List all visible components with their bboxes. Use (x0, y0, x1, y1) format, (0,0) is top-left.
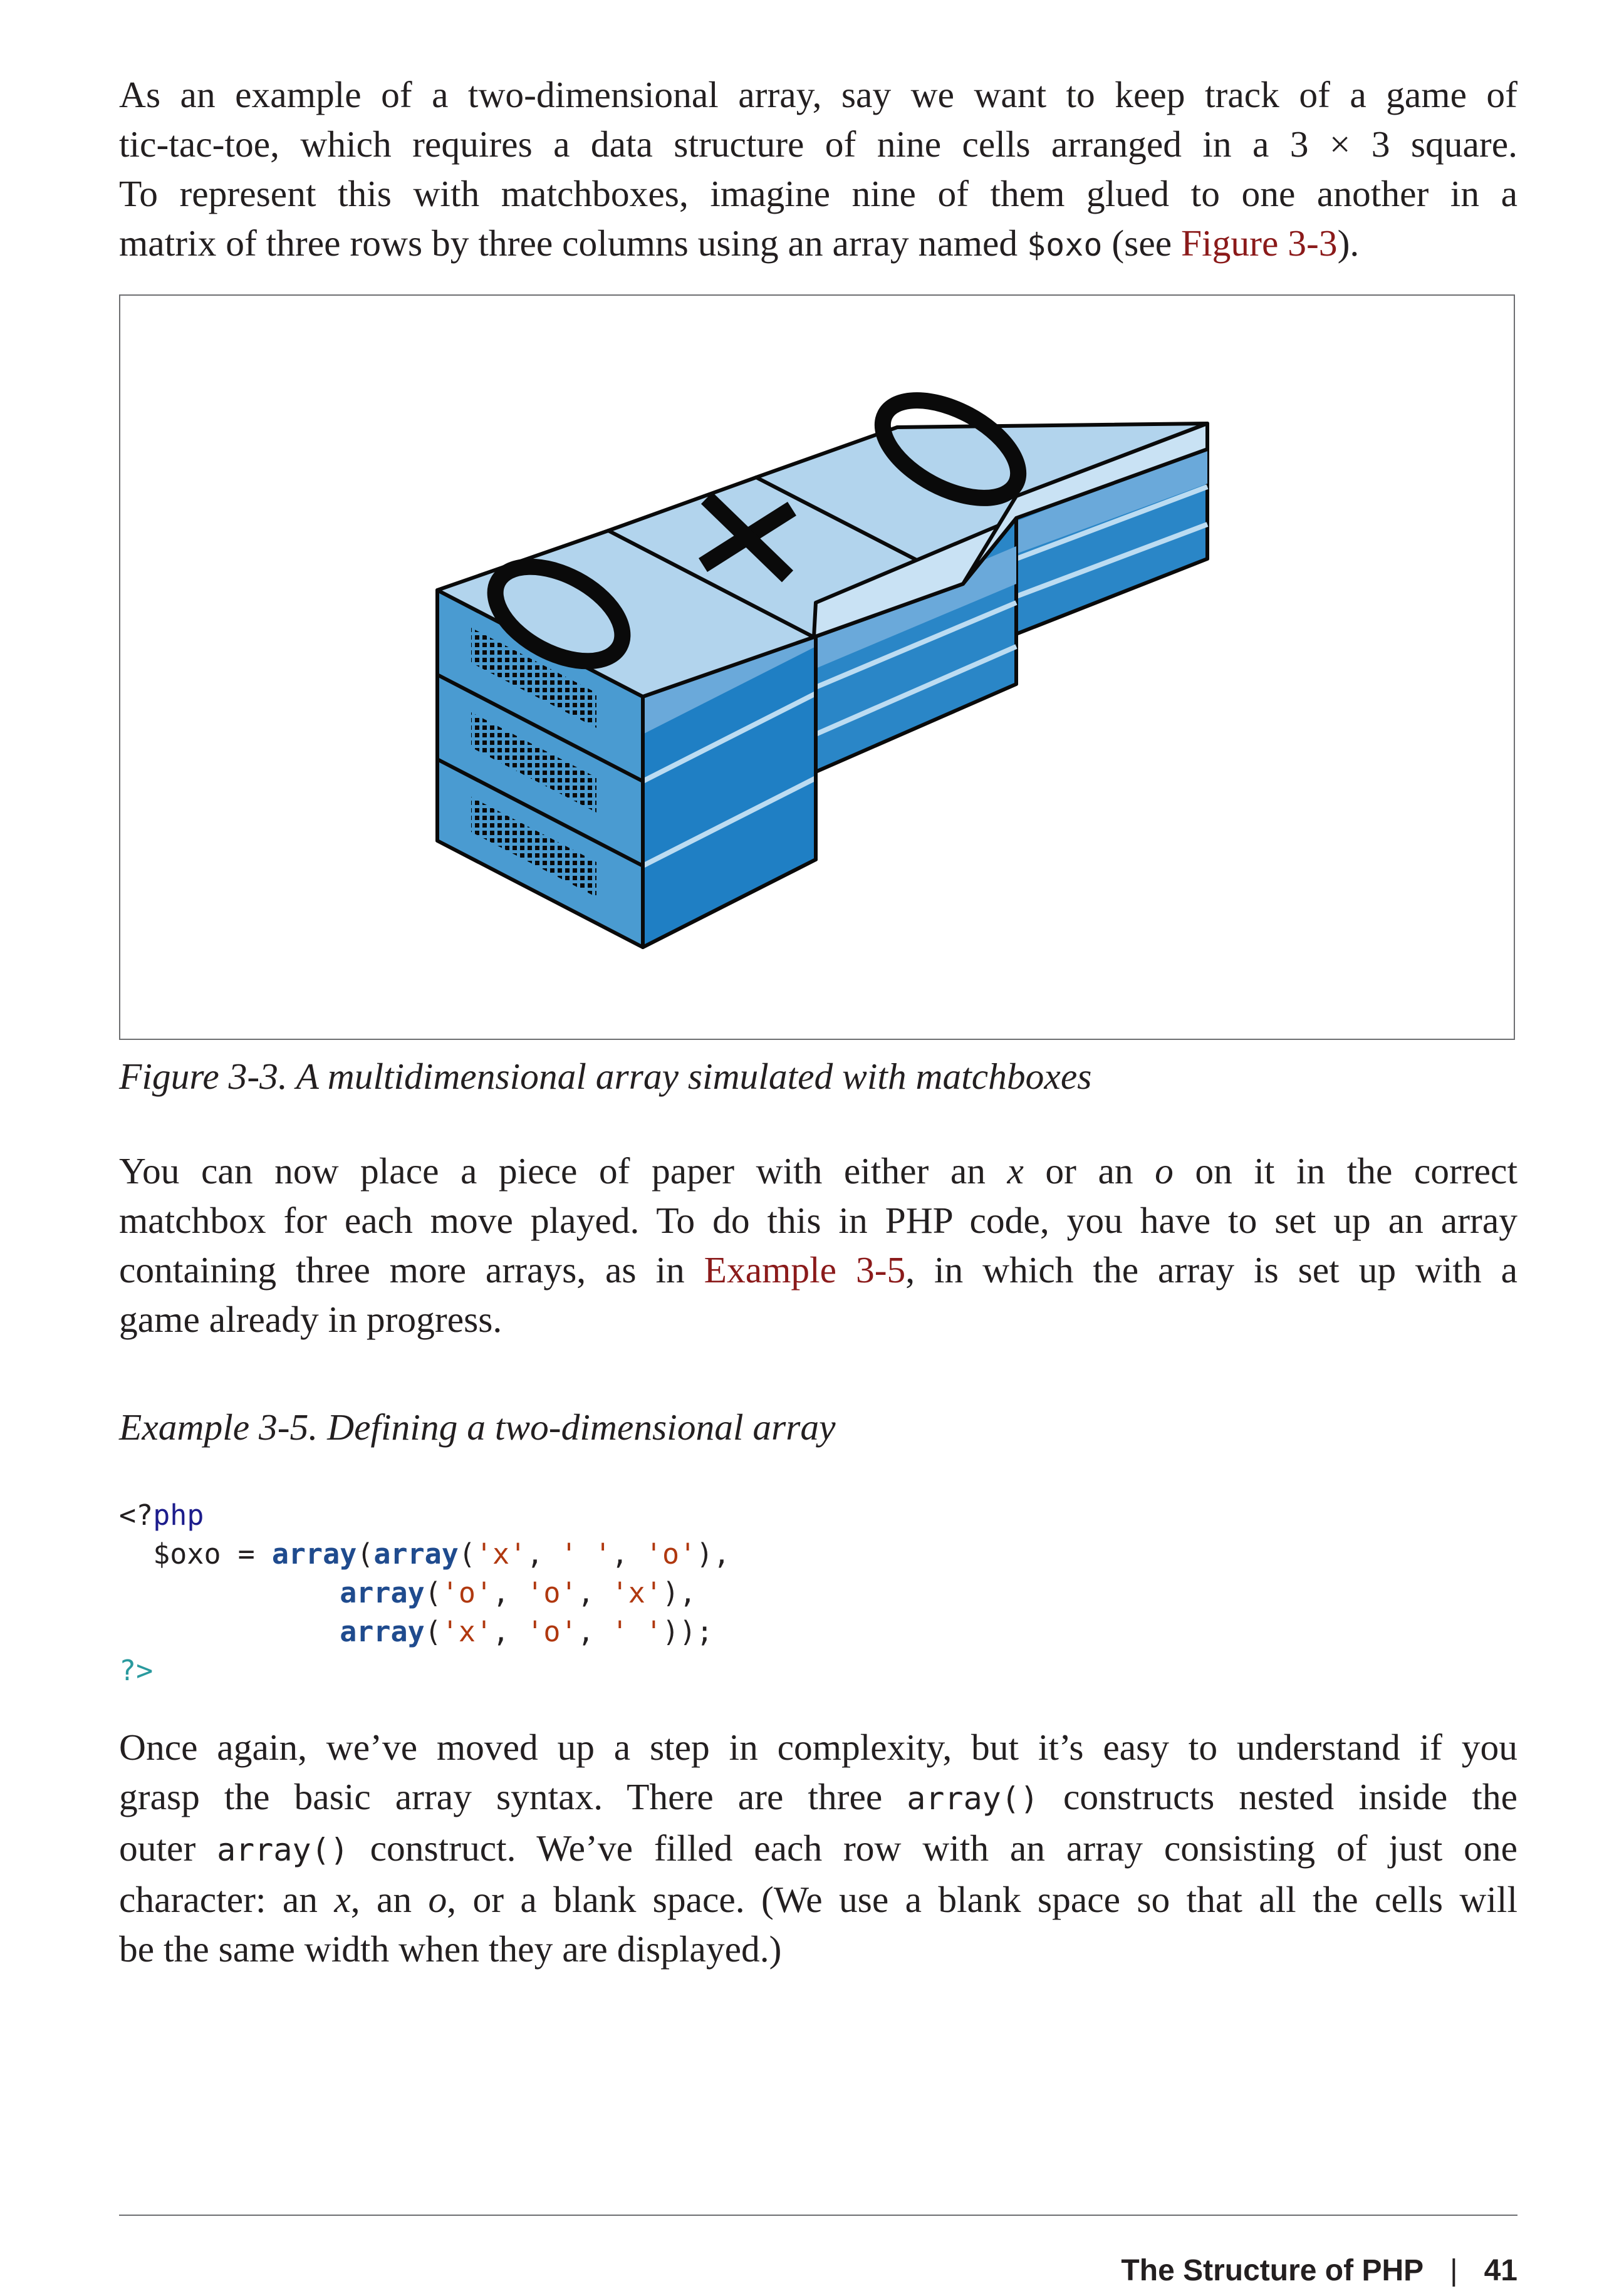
code-string: 'o' (441, 1576, 493, 1609)
inline-code: array() (217, 1832, 349, 1868)
figure-caption: Figure 3-3. A multidimensional array simulated with matchboxes (119, 1056, 1092, 1097)
italic-x: x (1007, 1150, 1024, 1192)
text-line (119, 1245, 1517, 1295)
code-string: ' ' (560, 1537, 612, 1571)
text-fragment: matrix of three rows by three columns using an array named (119, 222, 1028, 264)
body-paragraph-3 (119, 1723, 1517, 1974)
code-function: array (340, 1576, 425, 1609)
figure-link[interactable]: Figure 3-3 (1181, 222, 1338, 264)
text-fragment: on it in the correct (1173, 1150, 1517, 1192)
chapter-title: The Structure of PHP (1121, 2254, 1424, 2287)
code-function: array (271, 1537, 357, 1571)
text-fragment: or an (1023, 1150, 1155, 1192)
text-fragment: construct. We’ve filled each row with an array consisting of just one (348, 1827, 1517, 1869)
inline-code: array() (907, 1780, 1039, 1817)
code-string: 'x' (441, 1615, 493, 1648)
footer-rule (119, 2215, 1517, 2216)
text-line: be the same width when they are displayed.) (119, 1928, 782, 1970)
code-string: ' ' (611, 1615, 662, 1648)
matchbox-illustration (120, 296, 1514, 1039)
text-line: game already in progress. (119, 1299, 502, 1340)
text-line: matchbox for each move played. To do this in PHP code, you have to set up an array (119, 1200, 1517, 1241)
code-close-tag: ?> (119, 1654, 154, 1687)
intro-paragraph (119, 70, 1517, 270)
footer-separator: | (1450, 2254, 1458, 2287)
code-open-tag: <?php (119, 1499, 204, 1532)
text-line (119, 1875, 1517, 1925)
code-string: 'o' (526, 1576, 578, 1609)
figure-frame (119, 294, 1515, 1040)
italic-o: o (428, 1879, 447, 1920)
code-block: <?php $oxo = array(array('x', ' ', 'o'), array('o', 'o', 'x'), array('x', 'o', ' ')); ?> (119, 1499, 731, 1687)
code-string: 'o' (526, 1615, 578, 1648)
text-fragment: You can now place a piece of paper with either an (119, 1150, 1007, 1192)
example-title: Example 3-5. Defining a two-dimensional array (119, 1406, 836, 1448)
text-fragment: ). (1337, 222, 1360, 264)
text-fragment: grasp the basic array syntax. There are three (119, 1776, 907, 1817)
inline-code: $oxo (1027, 227, 1103, 263)
code-string: 'x' (611, 1576, 662, 1609)
code-string: 'x' (475, 1537, 527, 1571)
text-line: As an example of a two-dimensional array, say we want to keep track of a game of (119, 74, 1517, 115)
text-fragment: containing three more arrays, as in (119, 1249, 704, 1291)
page-number: 41 (1484, 2254, 1517, 2287)
text-line: Once again, we’ve moved up a step in complexity, but it’s easy to understand if you (119, 1727, 1517, 1768)
text-line (119, 219, 1517, 270)
code-function: array (340, 1615, 425, 1648)
text-line (119, 1772, 1517, 1824)
text-fragment: constructs nested inside the (1039, 1776, 1517, 1817)
text-line (119, 1824, 1517, 1875)
italic-x: x (334, 1879, 351, 1920)
text-fragment: (see (1102, 222, 1182, 264)
code-variable: $oxo (153, 1537, 221, 1571)
page-footer (1121, 2252, 1517, 2290)
text-line: tic-tac-toe, which requires a data structure of nine cells arranged in a 3 × 3 square. (119, 123, 1517, 165)
code-string: 'o' (645, 1537, 697, 1571)
body-paragraph-2 (119, 1146, 1517, 1344)
text-fragment: outer (119, 1827, 217, 1869)
code-function: array (373, 1537, 459, 1571)
text-fragment: , in which the array is set up with a (905, 1249, 1517, 1291)
text-fragment: , or a blank space. (We use a blank space so that all the cells will (447, 1879, 1517, 1920)
italic-o: o (1155, 1150, 1174, 1192)
text-fragment: character: an (119, 1879, 335, 1920)
example-link[interactable]: Example 3-5 (704, 1249, 906, 1291)
text-fragment: , an (350, 1879, 429, 1920)
text-line: To represent this with matchboxes, imagine nine of them glued to one another in a (119, 173, 1517, 214)
text-line (119, 1146, 1517, 1196)
